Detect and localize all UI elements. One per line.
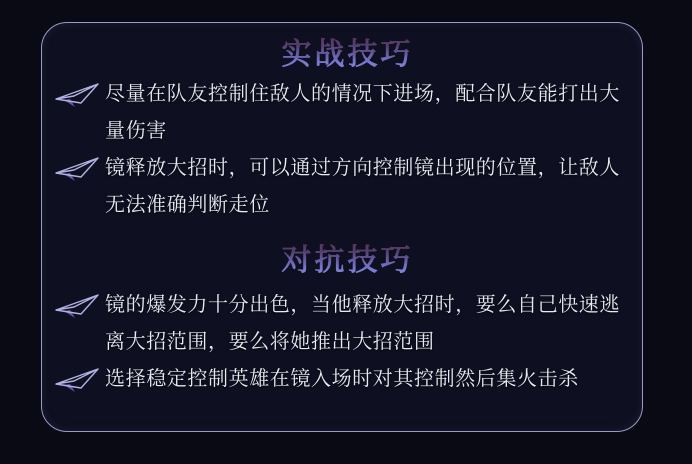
tip-item-4 (105, 361, 625, 398)
paper-plane-icon (55, 82, 99, 110)
tip-item-2 (105, 150, 625, 224)
tip-text: 选择稳定控制英雄在镜入场时对其控制然后集火击杀 (105, 368, 579, 390)
section-title-counter-tips: 对抗技巧 (0, 235, 692, 279)
paper-plane-icon (55, 293, 99, 321)
tip-item-1 (105, 76, 625, 150)
tip-item-3 (105, 287, 625, 361)
section-title-practical-tips: 实战技巧 (0, 29, 692, 73)
tip-text: 尽量在队友控制住敌人的情况下进场，配合队友能打出大量伤害 (105, 83, 620, 142)
tip-text: 镜的爆发力十分出色，当他释放大招时，要么自己快速逃离大招范围，要么将她推出大招范围 (105, 294, 620, 353)
tip-text: 镜释放大招时，可以通过方向控制镜出现的位置，让敌人无法准确判断走位 (105, 157, 620, 216)
paper-plane-icon (55, 156, 99, 184)
paper-plane-icon (55, 367, 99, 395)
